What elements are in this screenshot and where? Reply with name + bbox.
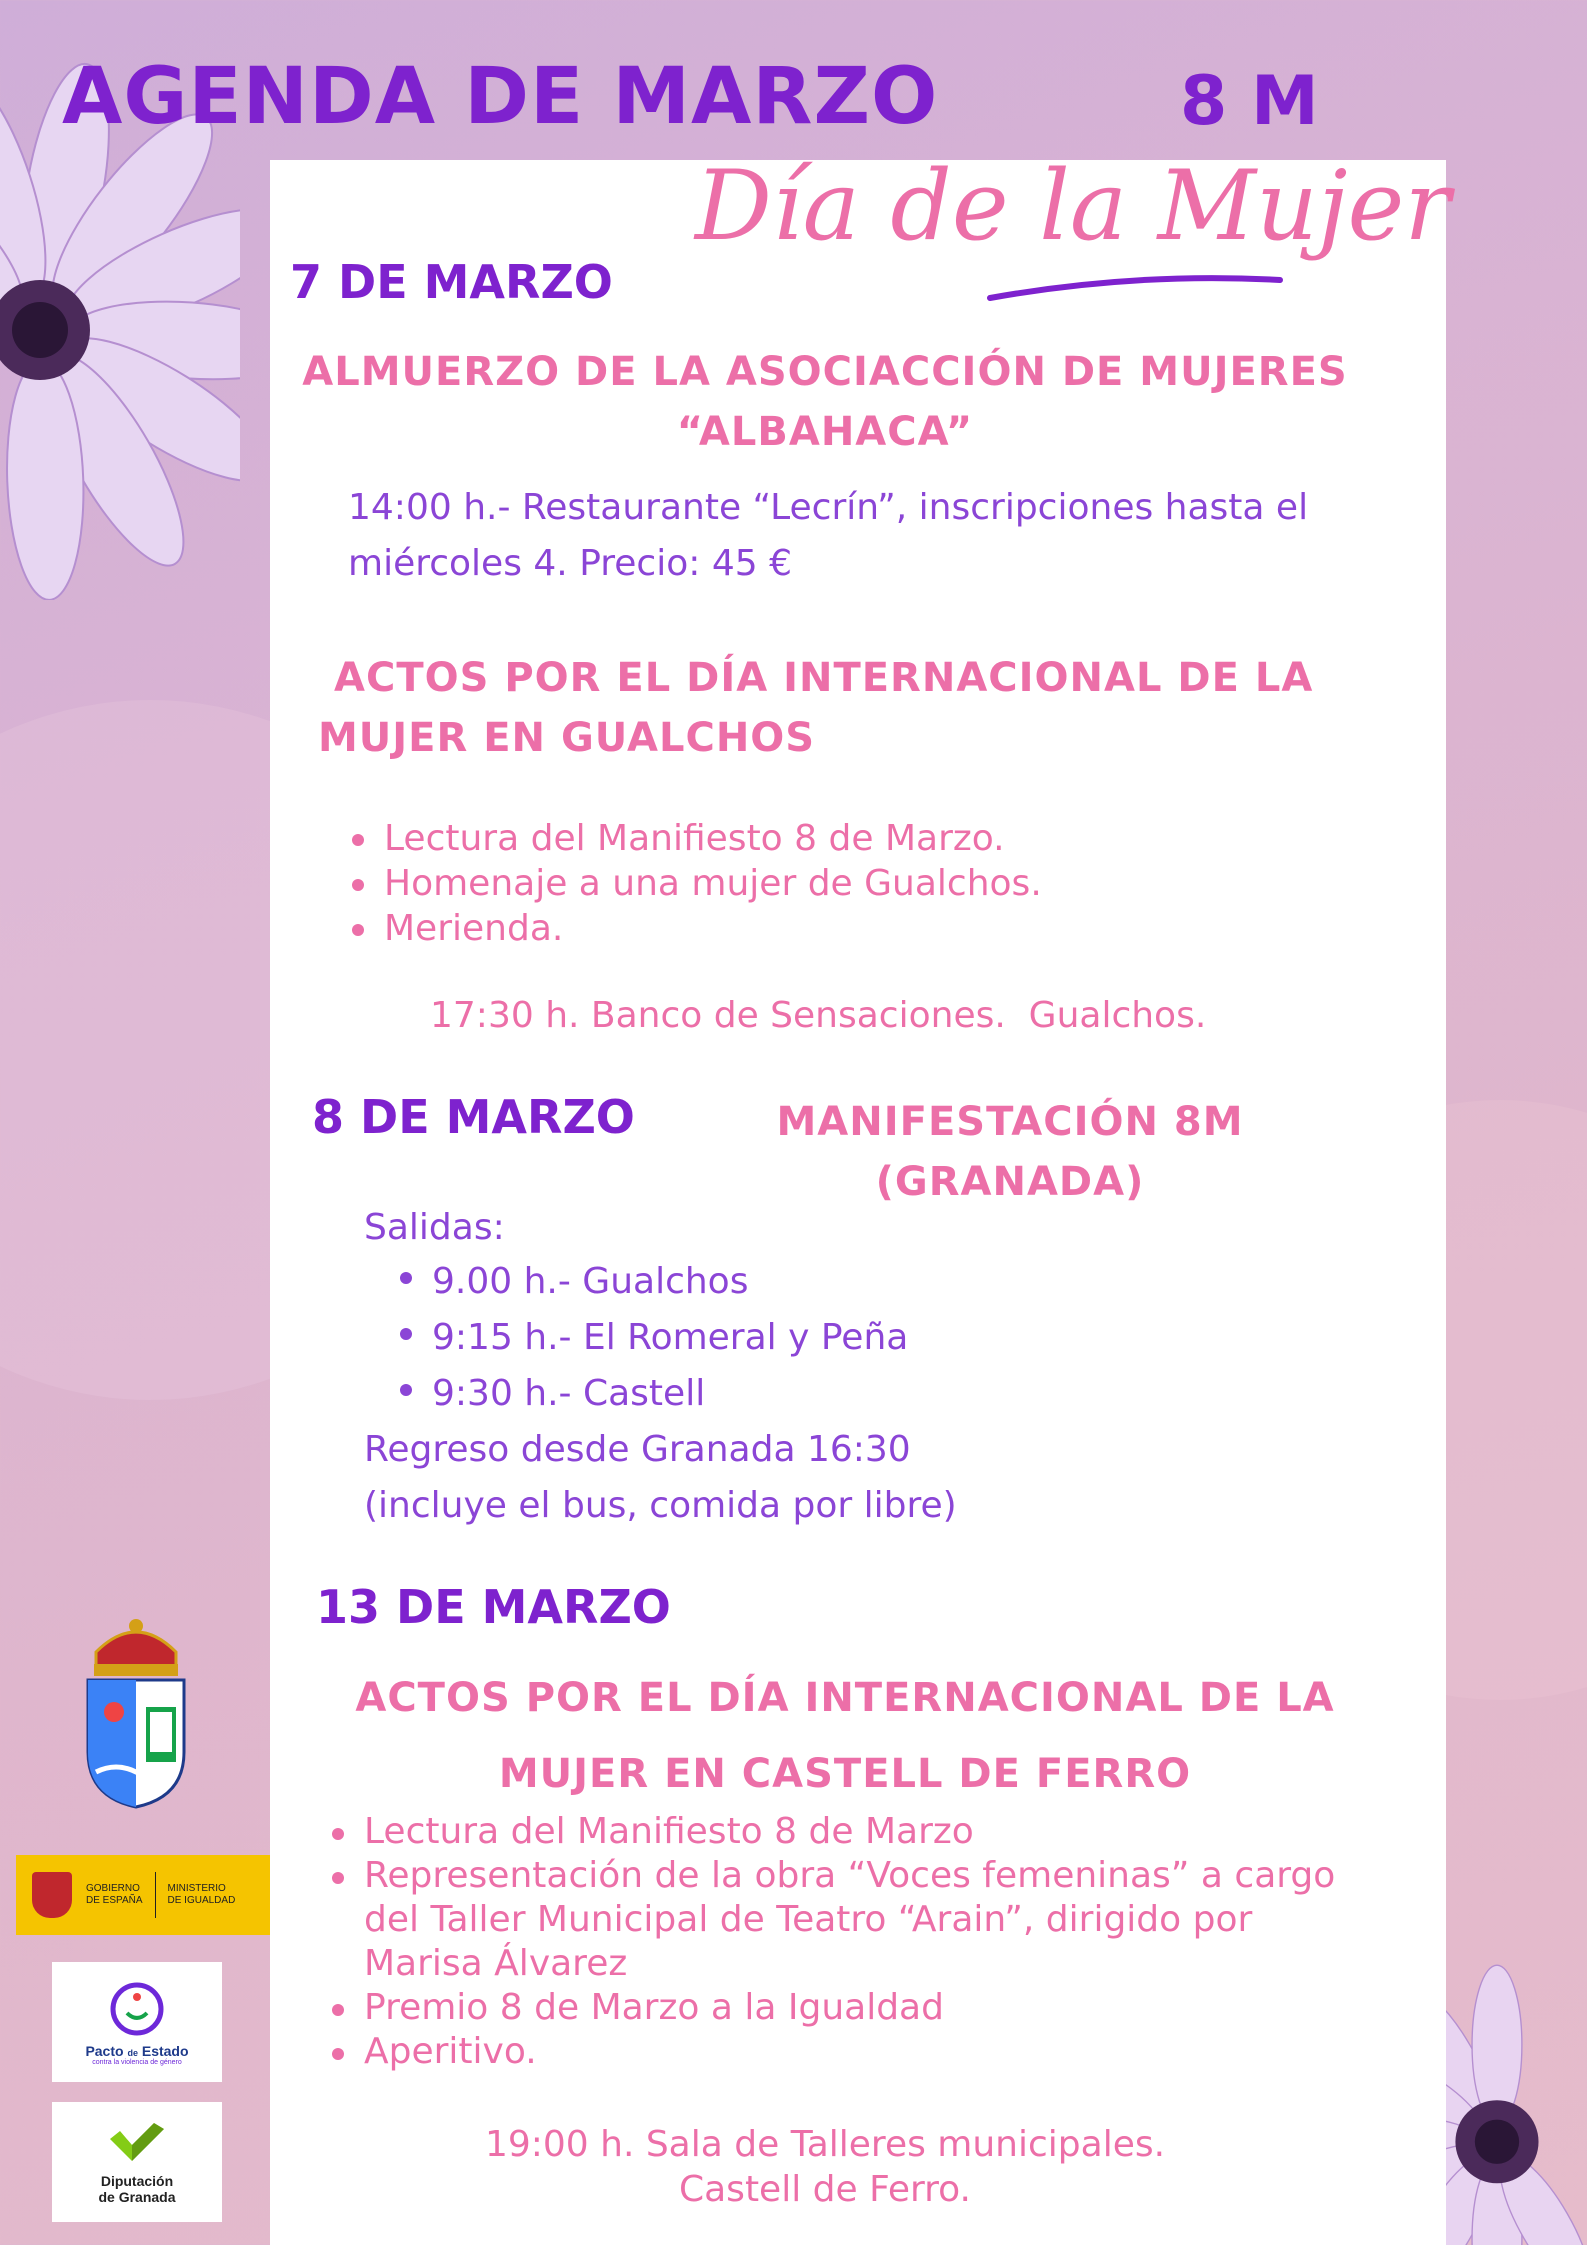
pacto-circle-icon (107, 1979, 167, 2039)
date-heading-day2: 8 DE MARZO (312, 1090, 635, 1144)
time-place-line: Castell de Ferro. (678, 2169, 971, 2210)
list-item: 9.00 h.- Gualchos (396, 1254, 908, 1310)
event-title-line: “ALBAHACA” (676, 409, 974, 455)
departures-label: Salidas: (364, 1207, 505, 1248)
event-badge: 8 M (1180, 62, 1319, 141)
time-place-line: 19:00 h. Sala de Talleres municipales. (484, 2124, 1166, 2165)
event-title-line: ACTOS POR EL DÍA INTERNACIONAL DE LA (355, 1675, 1335, 1721)
event-list-gualchos (348, 816, 1042, 951)
diputacion-label-line: de Granada (98, 2189, 176, 2205)
gobierno-label-line: DE ESPAÑA (86, 1895, 143, 1906)
list-item: Premio 8 de Marzo a la Igualdad (328, 1986, 1378, 2030)
return-line: Regreso desde Granada 16:30 (364, 1429, 911, 1470)
event-title-line: ALMUERZO DE LA ASOCIACCIÓN DE MUJERES (302, 349, 1348, 395)
date-heading-day3: 13 DE MARZO (316, 1580, 671, 1634)
event-title-almuerzo (270, 342, 1380, 462)
event-title-line: MANIFESTACIÓN 8M (776, 1099, 1244, 1145)
municipal-coat-of-arms-logo (76, 1612, 196, 1812)
return-info (364, 1422, 957, 1534)
event-title-manifestacion (740, 1092, 1280, 1212)
subtitle-script: Día de la Mujer (695, 150, 1451, 262)
event-title-line: MUJER EN CASTELL DE FERRO (498, 1751, 1192, 1797)
spain-shield-icon (32, 1872, 72, 1918)
diputacion-check-icon (102, 2119, 172, 2169)
logo-divider (155, 1872, 156, 1918)
page-title: AGENDA DE MARZO (62, 52, 939, 142)
event-details-almuerzo (348, 480, 1308, 592)
list-item: 9:15 h.- El Romeral y Peña (396, 1310, 908, 1366)
event-details-line: 14:00 h.- Restaurante “Lecrín”, inscripciones hasta el (348, 487, 1309, 528)
pacto-name: Estado (141, 2042, 189, 2059)
diputacion-granada-logo (52, 2102, 222, 2222)
event-title-line: ACTOS POR EL DÍA INTERNACIONAL DE LA (334, 655, 1314, 701)
event-title-castell (300, 1660, 1390, 1812)
event-title-gualchos (318, 648, 1313, 768)
subtitle-underline-decoration (985, 270, 1285, 310)
pacto-de-estado-logo (52, 1962, 222, 2082)
diputacion-label-line: Diputación (100, 2173, 174, 2189)
list-item: Lectura del Manifiesto 8 de Marzo (328, 1810, 1378, 1854)
pacto-name: de (127, 2047, 138, 2058)
return-line: (incluye el bus, comida por libre) (364, 1485, 957, 1526)
gobierno-ministerio-logo (16, 1855, 270, 1935)
event-list-castell (328, 1810, 1378, 2074)
list-item: Representación de la obra “Voces femeninas” a cargo del Taller Municipal de Teatro “Arain”, dirigido por Marisa Álvarez (328, 1854, 1378, 1986)
date-heading-day1: 7 DE MARZO (290, 255, 613, 309)
list-item: Homenaje a una mujer de Gualchos. (348, 861, 1042, 906)
list-item: 9:30 h.- Castell (396, 1366, 908, 1422)
ministerio-label-line: DE IGUALDAD (167, 1895, 236, 1906)
event-time-place-castell (270, 2122, 1380, 2212)
departures-list (396, 1254, 908, 1422)
pacto-name: Pacto (85, 2042, 124, 2059)
gobierno-label-line: GOBIERNO (86, 1883, 140, 1894)
pacto-tagline: contra la violencia de género (92, 2058, 182, 2066)
list-item: Lectura del Manifiesto 8 de Marzo. (348, 816, 1042, 861)
event-title-line: MUJER EN GUALCHOS (318, 715, 816, 761)
ministerio-label-line: MINISTERIO (167, 1883, 226, 1894)
list-item: Merienda. (348, 906, 1042, 951)
event-title-line: (GRANADA) (875, 1159, 1145, 1205)
event-time-place-gualchos: 17:30 h. Banco de Sensaciones. Gualchos. (430, 995, 1207, 1036)
list-item: Aperitivo. (328, 2030, 1378, 2074)
event-details-line: miércoles 4. Precio: 45 € (348, 543, 792, 584)
